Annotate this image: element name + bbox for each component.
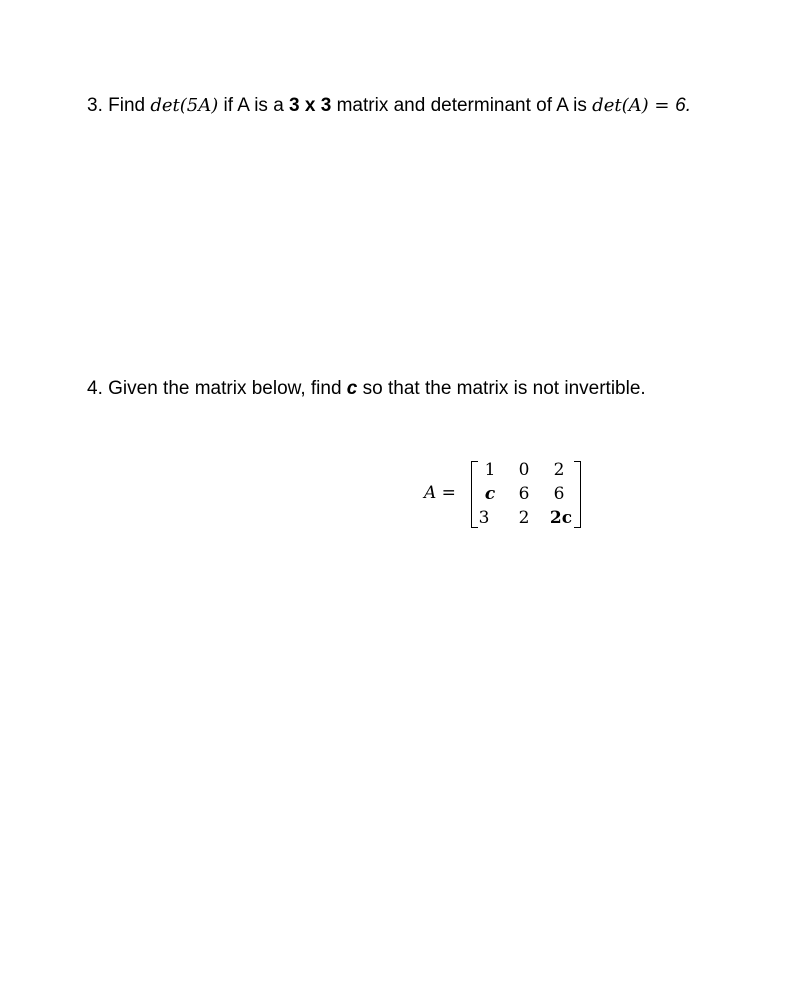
q4-tail-text: so that the matrix is not invertible. bbox=[357, 378, 646, 399]
q3-dimension: 3 x 3 bbox=[289, 95, 332, 116]
matrix-label bbox=[424, 483, 456, 503]
matrix-cell-r2c1: c bbox=[484, 484, 496, 504]
matrix-cell-r2c2: 6 bbox=[518, 484, 530, 504]
matrix-cell-r3c2: 2 bbox=[518, 508, 530, 528]
q3-value: 6. bbox=[675, 95, 692, 116]
matrix-cell-r2c3: 6 bbox=[553, 484, 565, 504]
matrix-cell-r1c1: 1 bbox=[484, 460, 496, 480]
matrix-cell-r3c1: 3 bbox=[478, 508, 490, 528]
q3-det-a: det(A) bbox=[592, 95, 649, 116]
q3-mid-text-1: if A is a bbox=[218, 95, 290, 116]
q4-lead-text: 4. Given the matrix below, find bbox=[87, 378, 347, 399]
q3-det-5a: det(5A) bbox=[150, 95, 219, 116]
matrix-cell-r1c2: 0 bbox=[518, 460, 530, 480]
question-4 bbox=[87, 377, 646, 401]
q3-lead-text: 3. Find bbox=[87, 95, 151, 116]
question-3 bbox=[87, 94, 691, 118]
matrix-cell-r1c3: 2 bbox=[553, 460, 565, 480]
q3-mid-text-2: matrix and determinant of A is bbox=[331, 95, 593, 116]
matrix-right-bracket bbox=[574, 461, 581, 528]
q4-variable-c: c bbox=[346, 378, 358, 399]
matrix-label-text: A = bbox=[424, 483, 456, 503]
matrix-cell-r3c3: 2c bbox=[549, 508, 573, 528]
q3-equals: = bbox=[648, 95, 676, 116]
matrix-left-bracket bbox=[471, 461, 478, 528]
